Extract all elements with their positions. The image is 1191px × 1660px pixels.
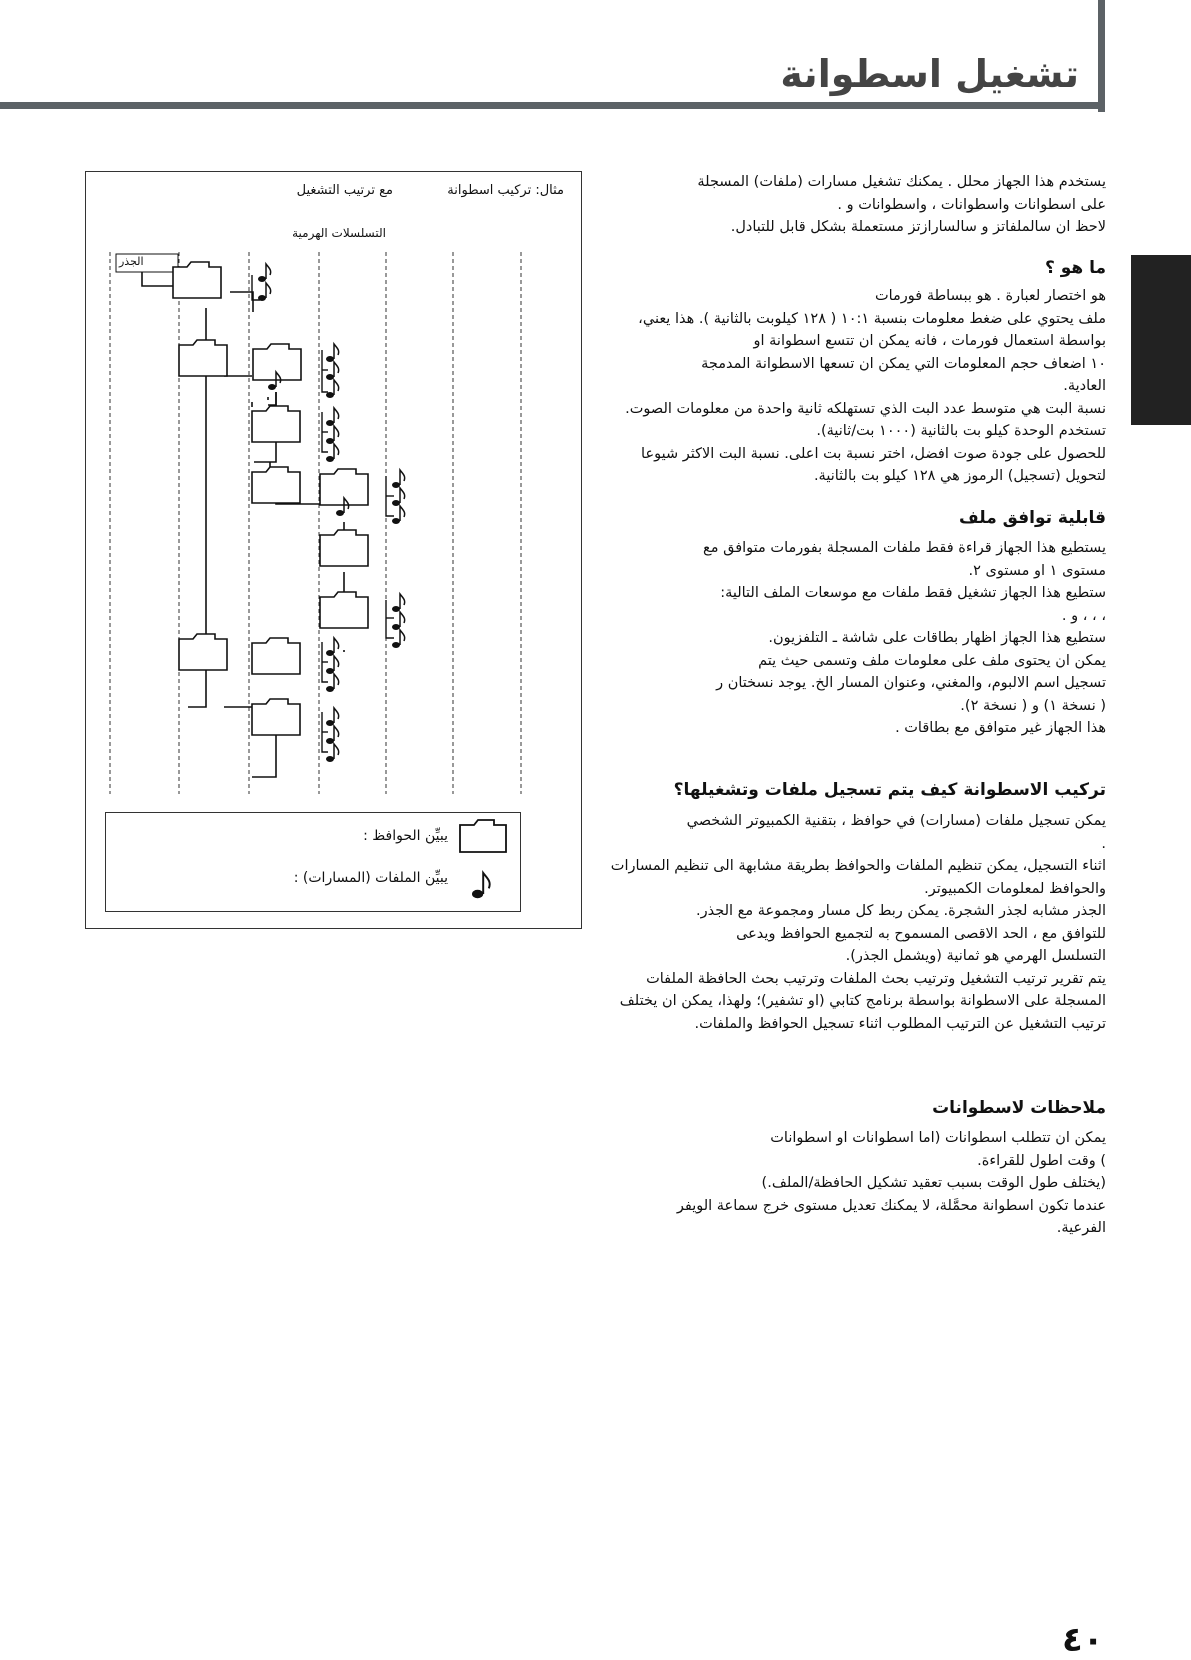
- section-heading-what-is: ما هو ؟: [1044, 258, 1106, 278]
- page-number: ٤٠: [1062, 1620, 1104, 1660]
- diagram-play-order-label: مع ترتيب التشغيل: [296, 183, 393, 198]
- music-note-icon: [258, 283, 271, 301]
- diagram-hierarchy-label: التسلسلات الهرمية: [292, 226, 386, 240]
- body-line: ستطيع هذا الجهاز اظهار بطاقات على شاشة ـ التلفزيون.: [768, 630, 1106, 646]
- folder-icon: [460, 820, 506, 852]
- page-title: تشغيل اسطوانة: [780, 52, 1079, 96]
- music-note-icon: [392, 488, 405, 506]
- legend-files-label: يبيِّن الملفات (المسارات) :: [293, 870, 448, 886]
- folder-tree: [86, 172, 581, 812]
- section-heading-notes: ملاحظات لاسطوانات: [932, 1098, 1106, 1118]
- section-heading-disc-structure: تركيب الاسطوانة كيف يتم تسجيل ملفات وتشغيلها؟: [673, 780, 1106, 800]
- music-note-icon: [392, 470, 405, 488]
- music-note-icon: [258, 264, 271, 282]
- music-note-icon: [326, 708, 339, 726]
- intro-paragraph: [586, 171, 1106, 239]
- body-line: هذا الجهاز غير متوافق مع بطاقات .: [895, 720, 1106, 736]
- disc-structure-diagram: [85, 171, 582, 929]
- folder-icon: [179, 634, 227, 670]
- music-note-icon: [472, 873, 490, 898]
- folder-icon: [320, 530, 368, 566]
- body-line: التسلسل الهرمي هو ثمانية (ويشمل الجذر).: [845, 948, 1106, 964]
- body-line: لتحويل (تسجيل) الرموز هي ١٢٨ كيلو بت بالثانية.: [813, 468, 1106, 484]
- folder-icon: [252, 699, 300, 735]
- diagram-example-label: مثال: تركيب اسطوانة: [447, 183, 564, 198]
- music-note-icon: [392, 612, 405, 630]
- body-line: يستطيع هذا الجهاز قراءة فقط ملفات المسجلة بفورمات متوافق مع: [703, 540, 1106, 556]
- legend-folders-label: يبيِّن الحوافظ :: [363, 828, 448, 844]
- music-note-icon: [326, 638, 339, 656]
- music-note-icon: [326, 656, 339, 674]
- section-tab-marker: [1131, 255, 1191, 425]
- music-note-icon: [326, 380, 339, 398]
- folder-icon: [252, 406, 300, 442]
- hierarchy-guides: [110, 252, 521, 794]
- body-line: نسبة البت هي متوسط عدد البت الذي تستهلكه ثانية واحدة من معلومات الصوت.: [625, 400, 1106, 417]
- body-line: الفرعية.: [1056, 1220, 1106, 1236]
- body-line: تسجيل اسم الالبوم، والمغني، وعنوان المسار الخ. يوجد نسختان ر: [716, 675, 1106, 691]
- body-line: بواسطة استعمال فورمات ، فانه يمكن ان تتسع اسطوانة او: [753, 333, 1106, 349]
- music-note-icon: [326, 726, 339, 744]
- body-line: المسجلة على الاسطوانة بواسطة برنامج كتابي (او تشفير)؛ ولهذا، يمكن ان يختلف: [619, 993, 1106, 1009]
- diagram-legend: [105, 812, 521, 912]
- folder-icon: [252, 638, 300, 674]
- section-body-disc-structure: [586, 810, 1106, 1035]
- section-body-what-is: [586, 285, 1106, 488]
- intro-line: على اسطوانات واسطوانات ، واسطوانات و .: [837, 196, 1106, 213]
- music-note-icon: [326, 674, 339, 692]
- body-line: اثناء التسجيل، يمكن تنظيم الملفات والحوافظ بطريقة مشابهة الى تنظيم المسارات: [610, 858, 1106, 874]
- folder-icon: [179, 340, 227, 376]
- body-line: ، ، ، و .: [1061, 607, 1106, 624]
- folder-icon: [252, 467, 300, 503]
- body-line: يمكن تسجيل ملفات (مسارات) في حوافظ ، بتقنية الكمبيوتر الشخصي: [686, 813, 1106, 829]
- body-line: هو اختصار لعبارة . هو ببساطة فورمات: [874, 288, 1106, 304]
- body-line: والحوافظ لمعلومات الكمبيوتر.: [924, 880, 1106, 897]
- legend-icons: [458, 818, 518, 908]
- root-label: الجذر: [119, 255, 144, 268]
- music-note-icon: [326, 426, 339, 444]
- body-line: ) وقت اطول للقراءة.: [977, 1152, 1106, 1169]
- intro-line: لاحظ ان سالملفاتز و سالسارازتز مستعملة بشكل قابل للتبادل.: [730, 219, 1106, 235]
- music-note-icon: [326, 744, 339, 762]
- section-heading-compatibility: قابلية توافق ملف: [959, 508, 1106, 528]
- body-line: تستخدم الوحدة كيلو بت بالثانية (١٠٠٠ بت/ثانية).: [816, 423, 1106, 439]
- body-line: .: [1101, 835, 1106, 852]
- body-line: العادية.: [1063, 378, 1106, 394]
- folder-icon: [320, 592, 368, 628]
- body-line: ١٠ اضعاف حجم المعلومات التي يمكن ان تسعها الاسطوانة المدمجة: [701, 355, 1106, 372]
- body-line: ستطيع هذا الجهاز تشغيل فقط ملفات مع موسعات الملف التالية:: [720, 585, 1106, 601]
- intro-line: يستخدم هذا الجهاز محلل . يمكنك تشغيل مسارات (ملفات) المسجلة: [697, 174, 1106, 190]
- body-line: يمكن ان تتطلب اسطوانات (اما اسطوانات او اسطوانات: [770, 1130, 1106, 1146]
- body-line: للتوافق مع ، الحد الاقصى المسموح به لتجميع الحوافظ ويدعى: [736, 925, 1106, 942]
- music-note-icon: [326, 444, 339, 462]
- body-line: مستوى ١ او مستوى ٢.: [968, 562, 1106, 579]
- header-frame-right: [1098, 0, 1105, 112]
- section-body-notes: [586, 1127, 1106, 1240]
- body-line: ( نسخة ١) و ( نسخة ٢).: [960, 697, 1106, 714]
- body-line: الجذر مشابه لجذر الشجرة. يمكن ربط كل مسار ومجموعة مع الجذر.: [696, 903, 1106, 919]
- body-line: للحصول على جودة صوت افضل، اختر نسبة بت اعلى. نسبة البت الاكثر شيوعا: [641, 445, 1106, 462]
- section-body-compatibility: [586, 537, 1106, 740]
- music-note-icon: [392, 594, 405, 612]
- body-line: ملف يحتوي على ضغط معلومات بنسبة ١٠:١ ( ١٢٨ كيلوبت بالثانية ). هذا يعني،: [638, 310, 1106, 327]
- body-line: عندما تكون اسطوانة محمَّلة، لا يمكنك تعديل مستوى خرج سماعة الويفر: [676, 1197, 1106, 1214]
- music-note-icon: [326, 344, 339, 362]
- folder-icon: [253, 344, 301, 380]
- body-line: يمكن ان يحتوى ملف على معلومات ملف وتسمى حيث يتم: [758, 652, 1106, 669]
- music-note-icon: [326, 408, 339, 426]
- body-line: يتم تقرير ترتيب التشغيل وترتيب بحث الملفات وترتيب بحث الحافظة الملفات: [646, 970, 1106, 987]
- header-frame-rule: [0, 102, 1105, 109]
- music-note-icon: [326, 362, 339, 380]
- body-line: (يختلف طول الوقت بسبب تعقيد تشكيل الحافظة/الملف.): [761, 1175, 1106, 1191]
- music-note-icon: [392, 630, 405, 648]
- folder-icon: [173, 262, 221, 298]
- music-note-icon: [392, 506, 405, 524]
- body-line: ترتيب التشغيل عن الترتيب المطلوب اثناء تسجيل الحوافظ والملفات.: [694, 1015, 1106, 1032]
